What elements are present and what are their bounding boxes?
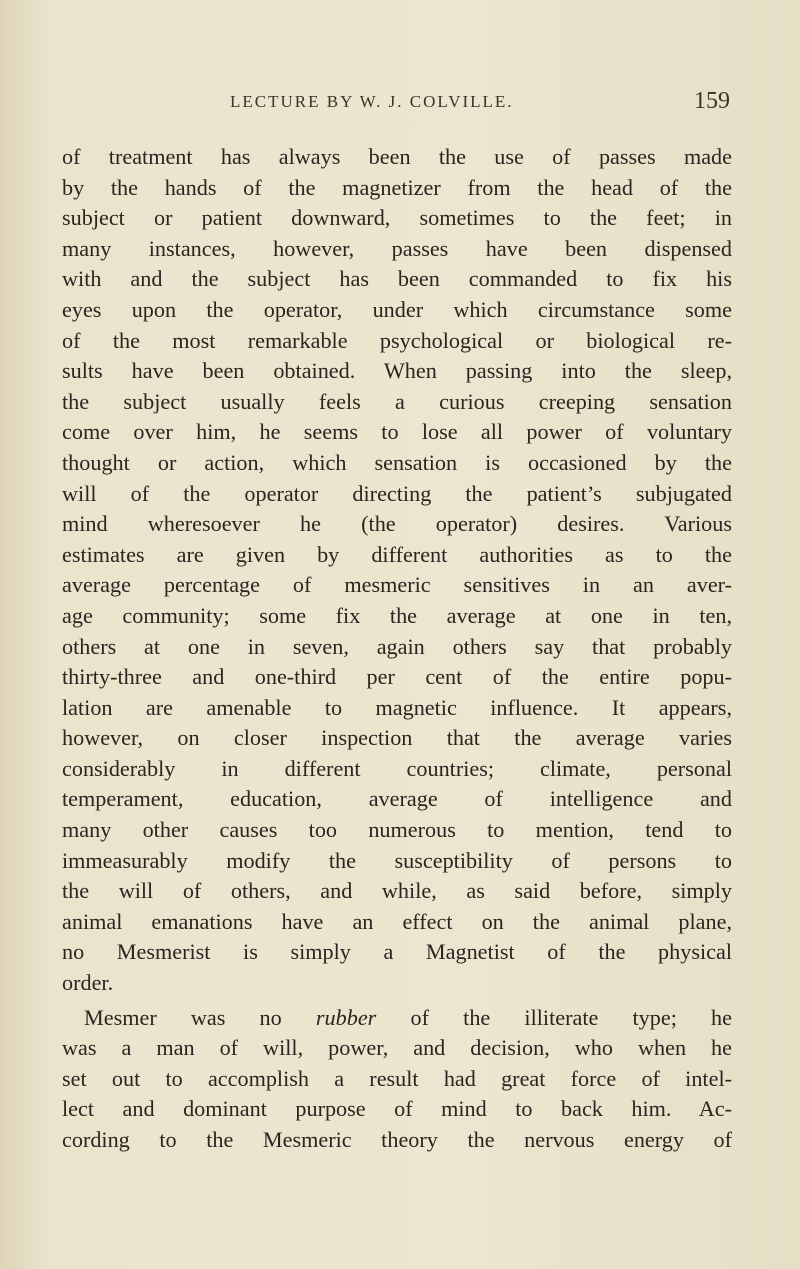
text-line: considerably in different countries; climate, personal	[62, 755, 732, 781]
page-number: 159	[694, 88, 730, 114]
text-line: lation are amenable to magnetic influence. It appears,	[62, 694, 732, 720]
text-line: age community; some fix the average at one in ten,	[62, 602, 732, 628]
text-line: the subject usually feels a curious creeping sensation	[62, 388, 732, 414]
text-line: sults have been obtained. When passing into the sleep,	[62, 358, 732, 384]
page-header	[62, 88, 752, 118]
text-line: thirty-three and one-third per cent of the entire popu-	[62, 664, 732, 690]
text-line: thought or action, which sensation is occasioned by the	[62, 449, 732, 475]
body-text	[62, 142, 732, 1156]
text-line: eyes upon the operator, under which circumstance some	[62, 296, 732, 322]
paragraph-1	[62, 142, 732, 999]
text-line: subject or patient downward, sometimes to the feet; in	[62, 205, 732, 231]
text-line: immeasurably modify the susceptibility of persons to	[62, 847, 732, 873]
text-line: was a man of will, power, and decision, who when he	[62, 1035, 732, 1061]
text-line: temperament, education, average of intelligence and	[62, 786, 732, 812]
text-line: set out to accomplish a result had great force of intel-	[62, 1065, 732, 1091]
text-line: animal emanations have an effect on the animal plane,	[62, 908, 732, 934]
text-line: no Mesmerist is simply a Magnetist of the physical	[62, 939, 732, 965]
text-line: cording to the Mesmeric theory the nervous energy of	[62, 1127, 732, 1152]
text-line: with and the subject has been commanded to fix his	[62, 266, 732, 292]
running-head: LECTURE BY W. J. COLVILLE.	[230, 92, 514, 111]
text-line: lect and dominant purpose of mind to back him. Ac-	[62, 1096, 732, 1122]
text-line: come over him, he seems to lose all power of voluntary	[62, 419, 732, 445]
paragraph-2	[62, 1003, 732, 1156]
text-line: others at one in seven, again others say that probably	[62, 633, 732, 659]
text-line: the will of others, and while, as said before, simply	[62, 878, 732, 904]
text-line: many other causes too numerous to mention, tend to	[62, 817, 732, 843]
text-line: order.	[62, 970, 114, 996]
text-line: however, on closer inspection that the average varies	[62, 725, 732, 751]
text-line: mind wheresoever he (the operator) desires. Various	[62, 511, 732, 537]
text-line: of treatment has always been the use of passes made	[62, 144, 732, 169]
text-line: many instances, however, passes have been dispensed	[62, 235, 732, 261]
text-line: by the hands of the magnetizer from the head of the	[62, 174, 732, 200]
text-line: of the most remarkable psychological or biological re-	[62, 327, 732, 353]
text-line: will of the operator directing the patient’s subjugated	[62, 480, 732, 506]
text-line: average percentage of mesmeric sensitives in an aver-	[62, 572, 732, 598]
text-line: estimates are given by different authorities as to the	[62, 541, 732, 567]
text-line: Mesmer was no rubber of the illiterate type; he	[84, 1004, 732, 1030]
